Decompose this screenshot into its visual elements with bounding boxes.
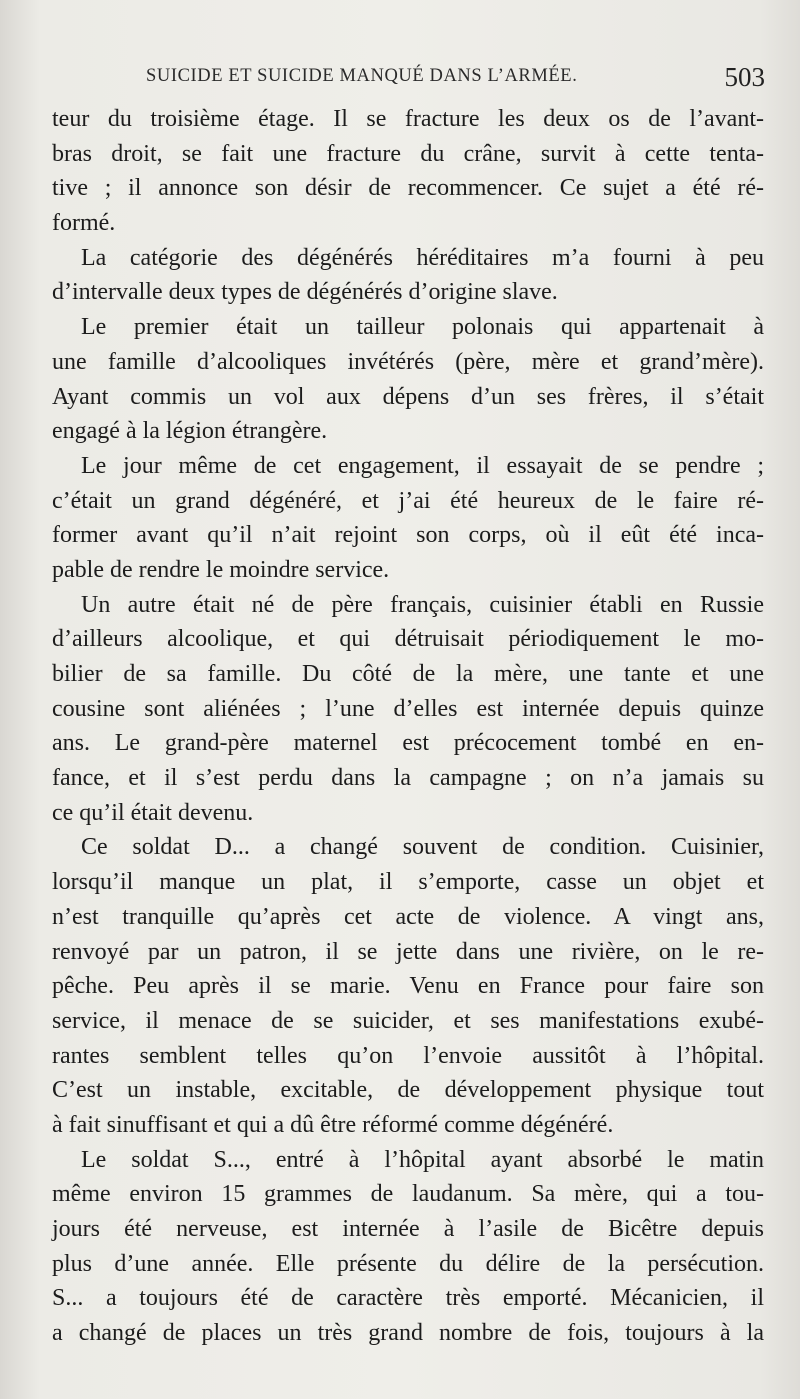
text-line: engagé à la légion étrangère. [52,418,328,445]
text-line: d’ailleurs alcoolique, et qui détruisait périodiquement le mo- [52,626,764,653]
text-line: Le soldat S..., entré à l’hôpital ayant absorbé le matin [81,1146,764,1173]
text-line: pable de rendre le moindre service. [52,556,390,583]
text-line: fance, et il s’est perdu dans la campagne ; on n’a jamais su [52,765,764,792]
text-line: rantes semblent telles qu’on l’envoie aussitôt à l’hôpital. [52,1042,764,1069]
text-line: formé. [52,210,116,237]
text-line: renvoyé par un patron, il se jette dans une rivière, on le re- [52,938,764,965]
text-line: Un autre était né de père français, cuisinier établi en Russie [81,591,764,618]
running-head [50,62,765,96]
text-line: service, il menace de se suicider, et ses manifestations exubé- [52,1007,764,1034]
text-line: Ayant commis un vol aux dépens d’un ses frères, il s’était [52,383,764,410]
text-line: même environ 15 grammes de laudanum. Sa mère, qui a tou- [52,1181,764,1208]
text-line: bras droit, se fait une fracture du crâne, survit à cette tenta- [52,140,764,167]
text-line: à fait sinuffisant et qui a dû être réformé comme dégénéré. [52,1111,614,1138]
text-line: a changé de places un très grand nombre de fois, toujours à la [52,1320,764,1347]
text-line: C’est un instable, excitable, de développement physique tout [52,1077,764,1104]
text-line: n’est tranquille qu’après cet acte de violence. A vingt ans, [52,903,764,930]
text-line: Le jour même de cet engagement, il essayait de se pendre ; [81,452,764,479]
body-text [52,102,764,1351]
text-line: jours été nerveuse, est internée à l’asile de Bicêtre depuis [52,1216,764,1242]
text-line: une famille d’alcooliques invétérés (père, mère et grand’mère). [52,348,764,375]
text-line: La catégorie des dégénérés héréditaires m’a fourni à peu [81,244,764,271]
text-line: lorsqu’il manque un plat, il s’emporte, casse un objet et [52,869,764,896]
text-line: d’intervalle deux types de dégénérés d’origine slave. [52,279,558,306]
text-line: tive ; il annonce son désir de recommencer. Ce sujet a été ré- [52,175,764,202]
text-line: Le premier était un tailleur polonais qui appartenait à [81,314,764,341]
text-line: pêche. Peu après il se marie. Venu en France pour faire son [52,973,764,1000]
text-line: ce qu’il était devenu. [52,799,254,826]
text-line: cousine sont aliénées ; l’une d’elles est internée depuis quinze [52,695,764,722]
text-line: c’était un grand dégénéré, et j’ai été heureux de le faire ré- [52,487,764,514]
text-line: Ce soldat D... a changé souvent de condition. Cuisinier, [81,834,764,861]
text-line: teur du troisième étage. Il se fracture les deux os de l’avant- [52,106,764,132]
text-line: S... a toujours été de caractère très emporté. Mécanicien, il [52,1285,764,1312]
text-line: plus d’une année. Elle présente du délire de la persécution. [52,1250,764,1277]
running-head-title: SUICIDE ET SUICIDE MANQUÉ DANS L’ARMÉE. [146,66,578,86]
text-line: bilier de sa famille. Du côté de la mère, une tante et une [52,661,764,687]
page-number: 503 [724,62,765,92]
text-line: ans. Le grand-père maternel est précocement tombé en en- [52,730,764,757]
text-line: former avant qu’il n’ait rejoint son corps, où il eût été inca- [52,522,764,549]
